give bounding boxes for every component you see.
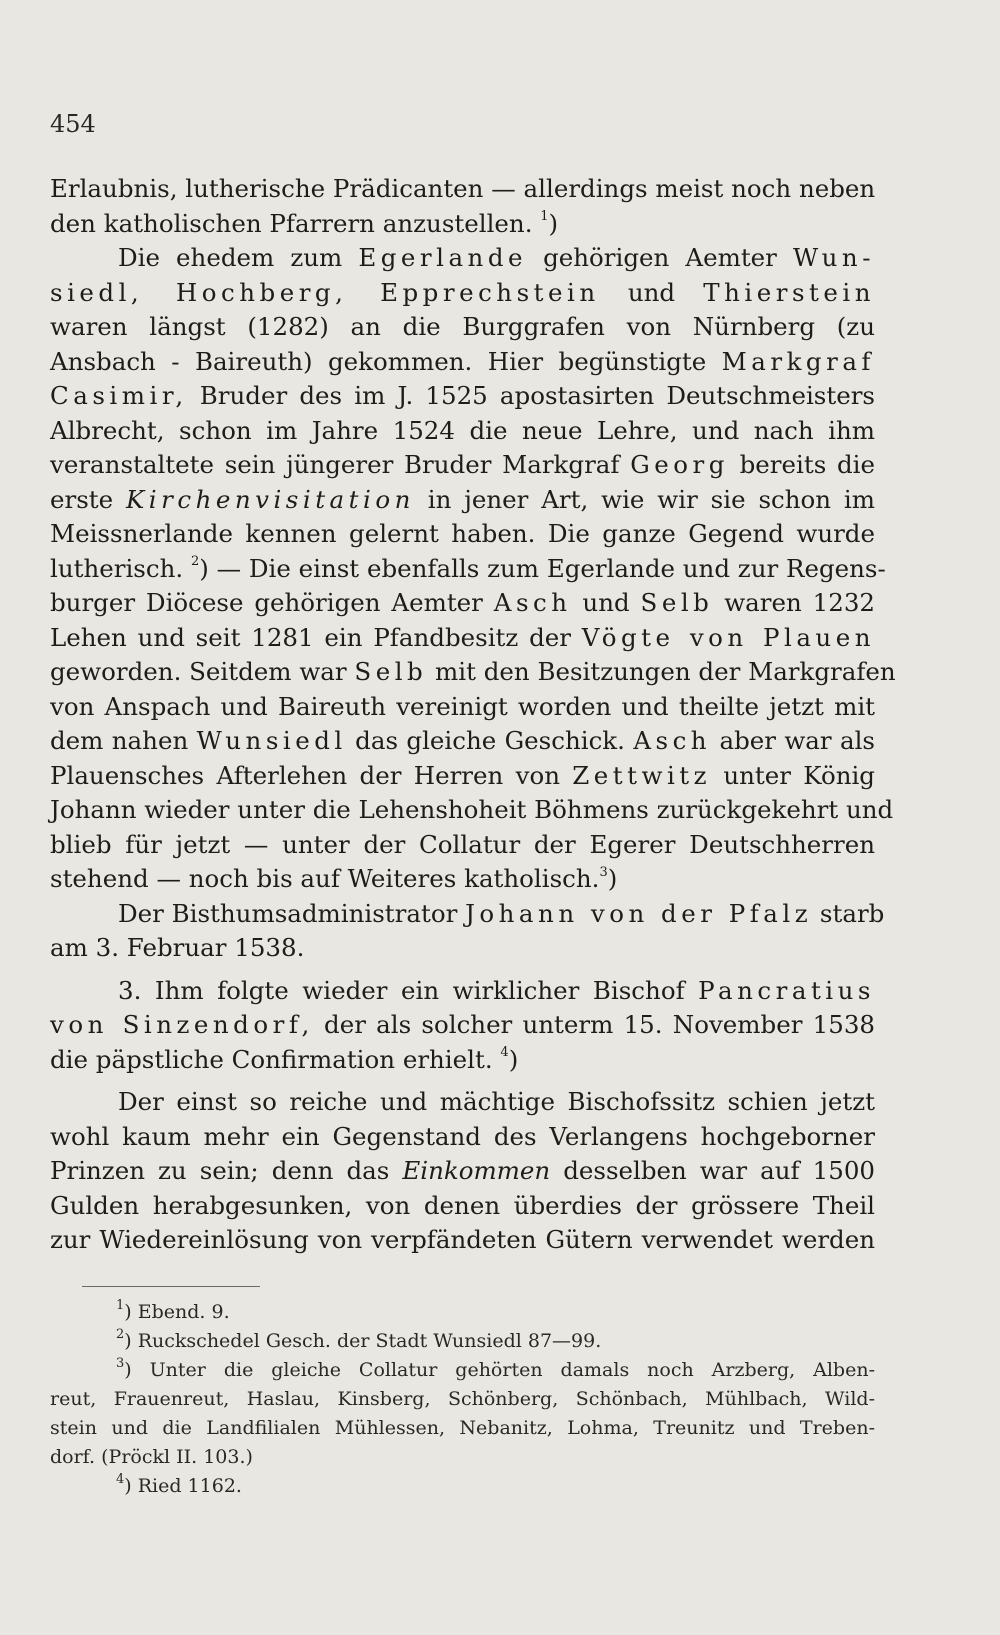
text-line	[50, 552, 886, 587]
spaced-name: von Sinzendorf,	[50, 1010, 314, 1039]
text-run: Die ehedem zum	[118, 243, 359, 272]
text-run: Meissnerlande kennen gelernt haben. Die ganze Gegend wurde	[50, 519, 875, 548]
text-line	[50, 1223, 875, 1258]
footnote-line	[50, 1414, 875, 1443]
text-run: unter König	[711, 760, 875, 790]
text-run: zur Wiedereinlösung von verpfändeten Gütern verwendet werden	[50, 1225, 875, 1254]
text-run: Johann wieder unter die Lehenshoheit Böhmens zurückgekehrt und	[50, 795, 894, 824]
text-line	[50, 621, 875, 656]
text-line	[50, 1043, 875, 1078]
text-run: in jener Art, wie wir sie schon im	[414, 484, 875, 514]
footnote-ref: 2	[190, 554, 200, 570]
spaced-name: Selb	[354, 657, 428, 686]
text-line	[50, 931, 875, 966]
text-line	[50, 448, 875, 483]
text-run: aber war als	[711, 726, 876, 755]
spaced-name: siedl, Hochberg, Epprechstein	[50, 277, 600, 307]
text-run: Prinzen zu sein; denn das	[50, 1156, 403, 1185]
text-line	[50, 1154, 875, 1189]
spaced-name: Markgraf	[721, 346, 875, 376]
text-run: Albrecht, schon im Jahre 1524 die neue Lehre, und nach ihm	[50, 415, 875, 445]
text-run: wohl kaum mehr ein Gegenstand des Verlangens hochgeborner	[50, 1121, 875, 1151]
main-text	[50, 172, 896, 1258]
text-run: stehend — noch bis auf Weiteres katholisch.	[50, 864, 600, 893]
text-run: dem nahen	[50, 726, 197, 755]
text-line	[50, 172, 875, 207]
text-line	[50, 1189, 875, 1224]
spaced-name: Egerlande	[358, 243, 528, 272]
text-line	[50, 690, 875, 725]
footnotes	[50, 1298, 875, 1501]
text-line	[50, 345, 875, 380]
text-line	[50, 310, 875, 345]
footnote-separator	[82, 1286, 260, 1287]
footnote-line	[50, 1385, 875, 1414]
text-run: )	[607, 864, 618, 893]
paragraph-gap	[50, 1077, 875, 1085]
text-run: am 3. Februar 1538.	[50, 933, 305, 962]
text-line	[50, 1120, 875, 1155]
text-run: )	[508, 1044, 519, 1074]
text-line	[50, 828, 875, 863]
text-run: )	[548, 208, 559, 238]
text-run: ) Ebend. 9.	[124, 1301, 230, 1323]
text-run: blieb für jetzt — unter der Collatur der Egerer Deutschherren	[50, 829, 875, 859]
footnote-line	[50, 1356, 875, 1385]
text-line	[50, 414, 875, 449]
text-run: stein und die Landfilialen Mühlessen, Nebanitz, Lohma, Treunitz und Treben-	[50, 1417, 875, 1439]
spaced-name: Thierstein	[703, 277, 875, 307]
text-run: das gleiche Geschick.	[346, 726, 634, 755]
text-line	[50, 724, 875, 759]
text-run: Der Bisthumsadministrator	[118, 898, 466, 928]
text-line	[50, 379, 875, 414]
text-run: desselben war auf 1500	[550, 1156, 875, 1185]
text-run: 3. Ihm folgte wieder ein wirklicher Bischof	[118, 975, 699, 1005]
text-line	[50, 276, 875, 311]
text-run: Bruder des im J. 1525 apostasirten Deutschmeisters	[187, 381, 875, 410]
spaced-name: Asch	[493, 588, 572, 617]
spaced-name: Wunsiedl	[196, 726, 347, 755]
text-run: den katholischen Pfarrern anzustellen.	[50, 208, 541, 238]
footnote-line	[50, 1327, 875, 1356]
text-line	[50, 241, 875, 276]
footnote-ref: 4	[116, 1471, 125, 1487]
text-run: ) Unter die gleiche Collatur gehörten damals noch Arzberg, Alben-	[124, 1359, 875, 1381]
text-run: lutherisch.	[50, 553, 191, 583]
text-run: bereits die	[728, 450, 875, 479]
text-line	[50, 897, 885, 932]
text-run: und	[599, 277, 704, 307]
text-run: waren längst (1282) an die Burggrafen von Nürnberg (zu	[50, 312, 875, 341]
text-run: dorf. (Pröckl II. 103.)	[50, 1446, 253, 1468]
paragraph-gap	[50, 966, 875, 974]
text-run: der als solcher unterm 15. November 1538	[313, 1010, 875, 1039]
text-run: Erlaubnis, lutherische Prädicanten — allerdings meist noch neben	[50, 174, 876, 203]
text-line	[50, 483, 875, 518]
text-run: waren 1232	[713, 588, 875, 617]
spaced-name: Selb	[640, 588, 714, 617]
footnote-ref: 2	[116, 1326, 125, 1342]
spaced-name: Georg	[630, 450, 729, 479]
text-run: ) Ried 1162.	[124, 1475, 242, 1497]
text-run: Ansbach - Baireuth) gekommen. Hier begünstigte	[50, 346, 722, 376]
footnote-ref: 1	[116, 1297, 125, 1313]
spaced-name: Asch	[633, 726, 712, 755]
text-line	[50, 974, 875, 1009]
spaced-name: Zettwitz	[572, 760, 712, 790]
spaced-name: Pancratius	[698, 975, 875, 1005]
text-run: Plauensches Afterlehen der Herren von	[50, 760, 573, 790]
footnote-ref: 3	[599, 864, 608, 880]
footnote-ref: 4	[500, 1045, 509, 1061]
spaced-name: Kirchenvisitation	[126, 484, 415, 514]
text-run: mit den Besitzungen der Markgrafen	[427, 657, 896, 686]
text-run: starb	[812, 898, 885, 928]
text-run: geworden. Seitdem war	[50, 657, 355, 686]
footnote-ref: 1	[540, 209, 549, 225]
text-line	[50, 655, 896, 690]
text-line	[50, 1008, 875, 1043]
text-run: die päpstliche Confirmation erhielt.	[50, 1044, 501, 1074]
spaced-name: Casimir,	[50, 381, 188, 410]
page-number: 454	[50, 110, 96, 138]
text-run: ) — Die einst ebenfalls zum Egerlande und zur Regens-	[199, 553, 886, 583]
text-run: veranstaltete sein jüngerer Bruder Markgraf	[50, 450, 631, 479]
text-run: von Anspach und Baireuth vereinigt worden und theilte jetzt mit	[50, 691, 875, 721]
footnote-ref: 3	[116, 1355, 125, 1371]
text-line	[50, 1085, 875, 1120]
text-line	[50, 207, 875, 242]
text-run: Der einst so reiche und mächtige Bischofssitz schien jetzt	[118, 1087, 875, 1116]
text-run: Gulden herabgesunken, von denen überdies der grössere Theil	[50, 1190, 875, 1220]
footnote-line	[50, 1443, 875, 1472]
spaced-name: Vögte von Plauen	[581, 622, 875, 652]
text-run: reut, Frauenreut, Haslau, Kinsberg, Schönberg, Schönbach, Mühlbach, Wild-	[50, 1388, 875, 1410]
text-run: erste	[50, 484, 126, 514]
text-run: ) Ruckschedel Gesch. der Stadt Wunsiedl 87—99.	[124, 1330, 602, 1352]
text-run: gehörigen Aemter	[527, 243, 793, 272]
text-line	[50, 586, 875, 621]
text-line	[50, 759, 875, 794]
text-run: Einkommen	[402, 1156, 551, 1185]
spaced-name: Johann von der Pfalz	[465, 898, 813, 928]
text-run: Lehen und seit 1281 ein Pfandbesitz der	[50, 622, 582, 652]
text-line	[50, 517, 875, 552]
footnote-line	[50, 1298, 875, 1327]
footnote-line	[50, 1472, 875, 1501]
text-line	[50, 862, 875, 897]
text-run: burger Diöcese gehörigen Aemter	[50, 588, 494, 617]
spaced-name: Wun-	[792, 243, 875, 272]
text-line	[50, 793, 894, 828]
text-run: und	[571, 588, 641, 617]
